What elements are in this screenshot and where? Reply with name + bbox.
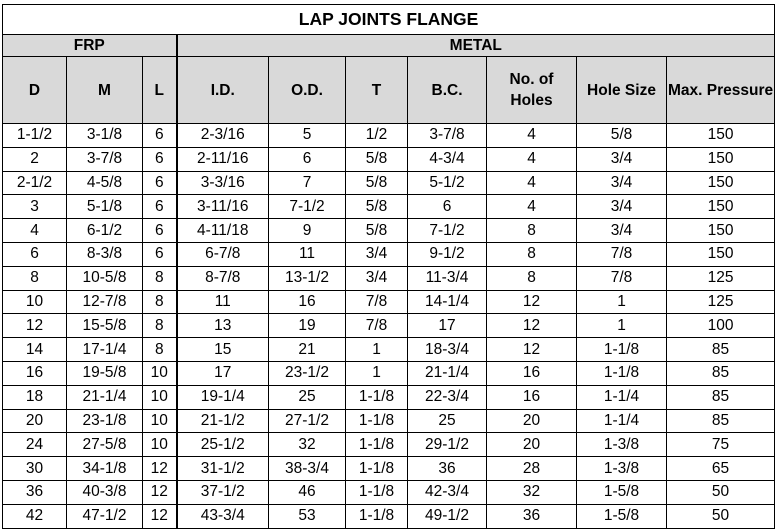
lap-joints-flange-table (2, 4, 775, 529)
cell-bc: 49-1/2 (408, 504, 487, 528)
cell-m: 12-7/8 (67, 290, 143, 314)
cell-no-of-holes: 16 (487, 361, 577, 385)
cell-od: 32 (269, 433, 346, 457)
cell-t: 3/4 (346, 266, 408, 290)
cell-id: 31-1/2 (177, 457, 269, 481)
cell-d: 1-1/2 (3, 124, 67, 148)
cell-l: 10 (143, 361, 177, 385)
cell-t: 1-1/8 (346, 480, 408, 504)
cell-no-of-holes: 8 (487, 219, 577, 243)
cell-no-of-holes: 36 (487, 504, 577, 528)
cell-no-of-holes: 4 (487, 195, 577, 219)
cell-max-pressure: 150 (667, 219, 775, 243)
cell-hole-size: 1-1/8 (577, 338, 667, 362)
table-body (3, 124, 775, 529)
cell-bc: 4-3/4 (408, 147, 487, 171)
cell-d: 12 (3, 314, 67, 338)
column-header-hole-size: Hole Size (577, 57, 667, 124)
cell-hole-size: 1-5/8 (577, 480, 667, 504)
table-row (3, 409, 775, 433)
table-row (3, 242, 775, 266)
cell-no-of-holes: 28 (487, 457, 577, 481)
table-row (3, 433, 775, 457)
cell-t: 1-1/8 (346, 385, 408, 409)
cell-max-pressure: 75 (667, 433, 775, 457)
cell-od: 16 (269, 290, 346, 314)
cell-m: 34-1/8 (67, 457, 143, 481)
cell-m: 40-3/8 (67, 480, 143, 504)
cell-hole-size: 5/8 (577, 124, 667, 148)
cell-hole-size: 1 (577, 314, 667, 338)
group-header-metal: METAL (177, 35, 775, 57)
cell-no-of-holes: 20 (487, 409, 577, 433)
cell-hole-size: 1-1/4 (577, 385, 667, 409)
cell-d: 18 (3, 385, 67, 409)
cell-l: 10 (143, 433, 177, 457)
table-row (3, 338, 775, 362)
cell-max-pressure: 65 (667, 457, 775, 481)
cell-m: 4-5/8 (67, 171, 143, 195)
cell-m: 8-3/8 (67, 242, 143, 266)
cell-od: 19 (269, 314, 346, 338)
table-row (3, 266, 775, 290)
table-row (3, 385, 775, 409)
cell-bc: 9-1/2 (408, 242, 487, 266)
cell-bc: 3-7/8 (408, 124, 487, 148)
cell-l: 6 (143, 147, 177, 171)
cell-od: 53 (269, 504, 346, 528)
cell-hole-size: 1-1/4 (577, 409, 667, 433)
cell-t: 1/2 (346, 124, 408, 148)
cell-bc: 5-1/2 (408, 171, 487, 195)
cell-max-pressure: 150 (667, 242, 775, 266)
cell-d: 10 (3, 290, 67, 314)
cell-m: 21-1/4 (67, 385, 143, 409)
cell-t: 1 (346, 361, 408, 385)
cell-max-pressure: 50 (667, 480, 775, 504)
cell-d: 14 (3, 338, 67, 362)
cell-l: 10 (143, 385, 177, 409)
cell-hole-size: 3/4 (577, 195, 667, 219)
cell-hole-size: 1 (577, 290, 667, 314)
cell-hole-size: 1-3/8 (577, 457, 667, 481)
cell-id: 4-11/18 (177, 219, 269, 243)
cell-d: 2-1/2 (3, 171, 67, 195)
cell-bc: 25 (408, 409, 487, 433)
cell-od: 46 (269, 480, 346, 504)
cell-hole-size: 3/4 (577, 171, 667, 195)
cell-od: 25 (269, 385, 346, 409)
cell-od: 7-1/2 (269, 195, 346, 219)
cell-id: 15 (177, 338, 269, 362)
cell-bc: 36 (408, 457, 487, 481)
cell-no-of-holes: 12 (487, 290, 577, 314)
column-header-no-of-holes: No. of Holes (487, 57, 577, 124)
cell-max-pressure: 50 (667, 504, 775, 528)
cell-no-of-holes: 8 (487, 266, 577, 290)
cell-bc: 22-3/4 (408, 385, 487, 409)
cell-max-pressure: 85 (667, 385, 775, 409)
table-row (3, 504, 775, 528)
cell-m: 5-1/8 (67, 195, 143, 219)
cell-max-pressure: 85 (667, 409, 775, 433)
cell-hole-size: 1-5/8 (577, 504, 667, 528)
cell-l: 12 (143, 457, 177, 481)
cell-id: 3-11/16 (177, 195, 269, 219)
cell-t: 1-1/8 (346, 433, 408, 457)
cell-no-of-holes: 4 (487, 147, 577, 171)
cell-l: 8 (143, 290, 177, 314)
table-row (3, 290, 775, 314)
table-row (3, 219, 775, 243)
column-header-id: I.D. (177, 57, 269, 124)
cell-t: 7/8 (346, 290, 408, 314)
cell-t: 5/8 (346, 219, 408, 243)
cell-no-of-holes: 16 (487, 385, 577, 409)
cell-no-of-holes: 4 (487, 124, 577, 148)
cell-od: 9 (269, 219, 346, 243)
cell-m: 23-1/8 (67, 409, 143, 433)
cell-d: 16 (3, 361, 67, 385)
cell-no-of-holes: 12 (487, 338, 577, 362)
cell-m: 15-5/8 (67, 314, 143, 338)
cell-d: 4 (3, 219, 67, 243)
cell-hole-size: 7/8 (577, 242, 667, 266)
cell-id: 17 (177, 361, 269, 385)
table-row (3, 124, 775, 148)
cell-bc: 7-1/2 (408, 219, 487, 243)
cell-id: 11 (177, 290, 269, 314)
cell-l: 8 (143, 338, 177, 362)
cell-od: 21 (269, 338, 346, 362)
cell-id: 2-3/16 (177, 124, 269, 148)
cell-d: 42 (3, 504, 67, 528)
cell-max-pressure: 125 (667, 290, 775, 314)
cell-bc: 29-1/2 (408, 433, 487, 457)
cell-m: 27-5/8 (67, 433, 143, 457)
cell-t: 1 (346, 338, 408, 362)
cell-id: 2-11/16 (177, 147, 269, 171)
cell-m: 19-5/8 (67, 361, 143, 385)
cell-t: 5/8 (346, 147, 408, 171)
cell-max-pressure: 150 (667, 171, 775, 195)
cell-d: 3 (3, 195, 67, 219)
table-row (3, 480, 775, 504)
cell-d: 6 (3, 242, 67, 266)
cell-l: 10 (143, 409, 177, 433)
cell-id: 37-1/2 (177, 480, 269, 504)
cell-t: 7/8 (346, 314, 408, 338)
cell-d: 8 (3, 266, 67, 290)
cell-od: 5 (269, 124, 346, 148)
cell-d: 2 (3, 147, 67, 171)
cell-id: 19-1/4 (177, 385, 269, 409)
cell-max-pressure: 100 (667, 314, 775, 338)
cell-t: 3/4 (346, 242, 408, 266)
cell-id: 6-7/8 (177, 242, 269, 266)
cell-m: 3-7/8 (67, 147, 143, 171)
cell-id: 3-3/16 (177, 171, 269, 195)
cell-no-of-holes: 20 (487, 433, 577, 457)
column-header-m: M (67, 57, 143, 124)
cell-d: 20 (3, 409, 67, 433)
cell-hole-size: 1-3/8 (577, 433, 667, 457)
column-header-od: O.D. (269, 57, 346, 124)
cell-d: 36 (3, 480, 67, 504)
table-row (3, 195, 775, 219)
cell-bc: 11-3/4 (408, 266, 487, 290)
cell-l: 8 (143, 314, 177, 338)
cell-max-pressure: 150 (667, 124, 775, 148)
table-row (3, 314, 775, 338)
cell-m: 10-5/8 (67, 266, 143, 290)
cell-no-of-holes: 4 (487, 171, 577, 195)
cell-od: 13-1/2 (269, 266, 346, 290)
cell-l: 12 (143, 504, 177, 528)
cell-od: 11 (269, 242, 346, 266)
cell-hole-size: 3/4 (577, 147, 667, 171)
group-header-frp: FRP (3, 35, 177, 57)
column-header-t: T (346, 57, 408, 124)
cell-m: 6-1/2 (67, 219, 143, 243)
cell-id: 13 (177, 314, 269, 338)
table-title: LAP JOINTS FLANGE (3, 5, 775, 35)
cell-t: 1-1/8 (346, 457, 408, 481)
cell-l: 12 (143, 480, 177, 504)
cell-t: 5/8 (346, 171, 408, 195)
cell-od: 7 (269, 171, 346, 195)
table-row (3, 457, 775, 481)
column-header-l: L (143, 57, 177, 124)
cell-max-pressure: 125 (667, 266, 775, 290)
cell-id: 8-7/8 (177, 266, 269, 290)
cell-m: 17-1/4 (67, 338, 143, 362)
cell-m: 3-1/8 (67, 124, 143, 148)
cell-od: 6 (269, 147, 346, 171)
cell-bc: 17 (408, 314, 487, 338)
cell-d: 24 (3, 433, 67, 457)
cell-max-pressure: 150 (667, 147, 775, 171)
cell-l: 6 (143, 195, 177, 219)
cell-max-pressure: 85 (667, 338, 775, 362)
cell-max-pressure: 150 (667, 195, 775, 219)
cell-l: 8 (143, 266, 177, 290)
cell-no-of-holes: 32 (487, 480, 577, 504)
cell-no-of-holes: 12 (487, 314, 577, 338)
cell-hole-size: 1-1/8 (577, 361, 667, 385)
cell-id: 25-1/2 (177, 433, 269, 457)
cell-od: 38-3/4 (269, 457, 346, 481)
cell-hole-size: 7/8 (577, 266, 667, 290)
cell-l: 6 (143, 171, 177, 195)
column-header-bc: B.C. (408, 57, 487, 124)
cell-d: 30 (3, 457, 67, 481)
cell-bc: 21-1/4 (408, 361, 487, 385)
cell-bc: 42-3/4 (408, 480, 487, 504)
cell-id: 21-1/2 (177, 409, 269, 433)
cell-t: 5/8 (346, 195, 408, 219)
cell-l: 6 (143, 242, 177, 266)
cell-id: 43-3/4 (177, 504, 269, 528)
cell-l: 6 (143, 124, 177, 148)
cell-od: 23-1/2 (269, 361, 346, 385)
column-header-d: D (3, 57, 67, 124)
table-row (3, 171, 775, 195)
cell-no-of-holes: 8 (487, 242, 577, 266)
cell-hole-size: 3/4 (577, 219, 667, 243)
cell-t: 1-1/8 (346, 504, 408, 528)
column-header-max-pressure: Max. Pressure (667, 57, 775, 124)
table-row (3, 147, 775, 171)
cell-bc: 14-1/4 (408, 290, 487, 314)
cell-od: 27-1/2 (269, 409, 346, 433)
cell-max-pressure: 85 (667, 361, 775, 385)
cell-t: 1-1/8 (346, 409, 408, 433)
cell-bc: 18-3/4 (408, 338, 487, 362)
table-row (3, 361, 775, 385)
cell-m: 47-1/2 (67, 504, 143, 528)
cell-l: 6 (143, 219, 177, 243)
cell-bc: 6 (408, 195, 487, 219)
